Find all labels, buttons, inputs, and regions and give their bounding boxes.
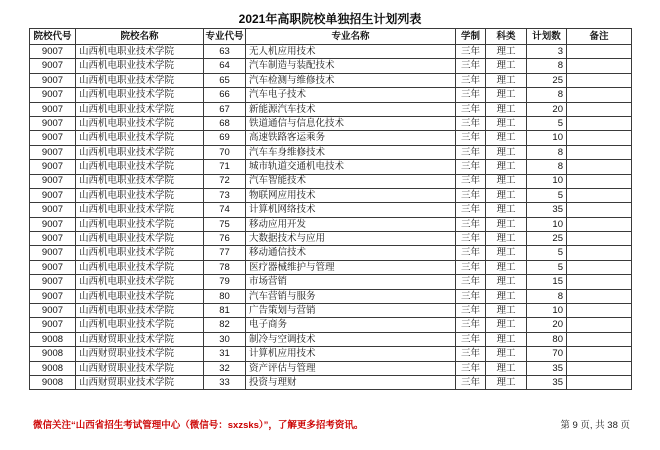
cell-major-code: 33 bbox=[204, 375, 246, 389]
cell-remark bbox=[567, 131, 632, 145]
cell-remark bbox=[567, 275, 632, 289]
cell-college-name: 山西机电职业技术学院 bbox=[76, 160, 204, 174]
cell-remark bbox=[567, 375, 632, 389]
table-row bbox=[30, 88, 632, 102]
cell-college-code: 9007 bbox=[30, 318, 76, 332]
cell-major-code: 69 bbox=[204, 131, 246, 145]
cell-category: 理工 bbox=[486, 232, 527, 246]
cell-remark bbox=[567, 361, 632, 375]
cell-college-code: 9008 bbox=[30, 332, 76, 346]
cell-duration: 三年 bbox=[456, 88, 486, 102]
cell-major-code: 32 bbox=[204, 361, 246, 375]
cell-major-code: 72 bbox=[204, 174, 246, 188]
cell-college-code: 9007 bbox=[30, 304, 76, 318]
cell-plan-count: 25 bbox=[527, 232, 567, 246]
cell-major-code: 75 bbox=[204, 217, 246, 231]
cell-category: 理工 bbox=[486, 145, 527, 159]
cell-college-code: 9007 bbox=[30, 102, 76, 116]
cell-plan-count: 8 bbox=[527, 145, 567, 159]
cell-remark bbox=[567, 174, 632, 188]
cell-major-name: 市场营销 bbox=[246, 275, 456, 289]
cell-college-name: 山西机电职业技术学院 bbox=[76, 318, 204, 332]
cell-plan-count: 10 bbox=[527, 217, 567, 231]
col-header-college-name: 院校名称 bbox=[76, 29, 204, 45]
cell-duration: 三年 bbox=[456, 59, 486, 73]
table-row bbox=[30, 275, 632, 289]
cell-major-code: 74 bbox=[204, 203, 246, 217]
cell-duration: 三年 bbox=[456, 217, 486, 231]
cell-category: 理工 bbox=[486, 203, 527, 217]
cell-major-code: 31 bbox=[204, 347, 246, 361]
cell-major-name: 广告策划与营销 bbox=[246, 304, 456, 318]
cell-category: 理工 bbox=[486, 304, 527, 318]
table-row bbox=[30, 347, 632, 361]
cell-college-code: 9007 bbox=[30, 131, 76, 145]
cell-college-name: 山西机电职业技术学院 bbox=[76, 88, 204, 102]
cell-category: 理工 bbox=[486, 260, 527, 274]
cell-plan-count: 10 bbox=[527, 304, 567, 318]
cell-college-code: 9007 bbox=[30, 217, 76, 231]
cell-college-name: 山西机电职业技术学院 bbox=[76, 131, 204, 145]
table-row bbox=[30, 116, 632, 130]
cell-duration: 三年 bbox=[456, 102, 486, 116]
cell-college-name: 山西财贸职业技术学院 bbox=[76, 332, 204, 346]
cell-duration: 三年 bbox=[456, 116, 486, 130]
cell-major-code: 30 bbox=[204, 332, 246, 346]
table-row bbox=[30, 45, 632, 59]
cell-major-name: 铁道通信与信息化技术 bbox=[246, 116, 456, 130]
cell-category: 理工 bbox=[486, 361, 527, 375]
cell-duration: 三年 bbox=[456, 131, 486, 145]
cell-category: 理工 bbox=[486, 318, 527, 332]
table-row bbox=[30, 203, 632, 217]
cell-major-name: 制冷与空调技术 bbox=[246, 332, 456, 346]
cell-college-code: 9007 bbox=[30, 232, 76, 246]
page-indicator: 第 9 页, 共 38 页 bbox=[560, 420, 630, 431]
cell-duration: 三年 bbox=[456, 174, 486, 188]
cell-major-name: 计算机网络技术 bbox=[246, 203, 456, 217]
cell-major-name: 医疗器械维护与管理 bbox=[246, 260, 456, 274]
enrollment-plan-table bbox=[29, 28, 632, 390]
cell-plan-count: 5 bbox=[527, 116, 567, 130]
cell-duration: 三年 bbox=[456, 160, 486, 174]
cell-major-code: 78 bbox=[204, 260, 246, 274]
cell-college-name: 山西机电职业技术学院 bbox=[76, 289, 204, 303]
table-row bbox=[30, 102, 632, 116]
table-row bbox=[30, 232, 632, 246]
table-body bbox=[30, 45, 632, 390]
cell-major-code: 66 bbox=[204, 88, 246, 102]
cell-category: 理工 bbox=[486, 73, 527, 87]
cell-plan-count: 5 bbox=[527, 260, 567, 274]
cell-category: 理工 bbox=[486, 289, 527, 303]
cell-plan-count: 10 bbox=[527, 131, 567, 145]
cell-major-code: 80 bbox=[204, 289, 246, 303]
cell-category: 理工 bbox=[486, 347, 527, 361]
cell-plan-count: 35 bbox=[527, 203, 567, 217]
cell-major-code: 76 bbox=[204, 232, 246, 246]
cell-college-name: 山西财贸职业技术学院 bbox=[76, 361, 204, 375]
cell-college-code: 9007 bbox=[30, 275, 76, 289]
cell-category: 理工 bbox=[486, 102, 527, 116]
cell-category: 理工 bbox=[486, 217, 527, 231]
cell-college-name: 山西财贸职业技术学院 bbox=[76, 375, 204, 389]
cell-major-name: 高速铁路客运乘务 bbox=[246, 131, 456, 145]
col-header-major-code: 专业代号 bbox=[204, 29, 246, 45]
cell-major-code: 67 bbox=[204, 102, 246, 116]
wechat-notice: 微信关注“山西省招生考试管理中心（微信号：sxzsks）”，了解更多招考资讯。 bbox=[33, 420, 364, 431]
cell-remark bbox=[567, 260, 632, 274]
col-header-plan-count: 计划数 bbox=[527, 29, 567, 45]
cell-college-code: 9007 bbox=[30, 116, 76, 130]
cell-college-code: 9007 bbox=[30, 188, 76, 202]
cell-plan-count: 70 bbox=[527, 347, 567, 361]
cell-remark bbox=[567, 332, 632, 346]
cell-remark bbox=[567, 88, 632, 102]
cell-duration: 三年 bbox=[456, 318, 486, 332]
table-row bbox=[30, 260, 632, 274]
cell-category: 理工 bbox=[486, 116, 527, 130]
page-title: 2021年高职院校单独招生计划列表 bbox=[238, 12, 422, 26]
cell-remark bbox=[567, 304, 632, 318]
cell-duration: 三年 bbox=[456, 275, 486, 289]
cell-category: 理工 bbox=[486, 59, 527, 73]
cell-duration: 三年 bbox=[456, 45, 486, 59]
cell-duration: 三年 bbox=[456, 246, 486, 260]
cell-remark bbox=[567, 347, 632, 361]
col-header-duration: 学制 bbox=[456, 29, 486, 45]
col-header-remark: 备注 bbox=[567, 29, 632, 45]
cell-major-code: 81 bbox=[204, 304, 246, 318]
cell-college-name: 山西机电职业技术学院 bbox=[76, 304, 204, 318]
cell-college-name: 山西机电职业技术学院 bbox=[76, 73, 204, 87]
cell-plan-count: 20 bbox=[527, 102, 567, 116]
cell-college-code: 9007 bbox=[30, 174, 76, 188]
cell-major-code: 63 bbox=[204, 45, 246, 59]
cell-remark bbox=[567, 246, 632, 260]
cell-duration: 三年 bbox=[456, 203, 486, 217]
cell-plan-count: 15 bbox=[527, 275, 567, 289]
table-row bbox=[30, 174, 632, 188]
cell-college-name: 山西机电职业技术学院 bbox=[76, 246, 204, 260]
cell-college-name: 山西机电职业技术学院 bbox=[76, 203, 204, 217]
cell-major-name: 计算机应用技术 bbox=[246, 347, 456, 361]
cell-college-name: 山西机电职业技术学院 bbox=[76, 188, 204, 202]
cell-college-code: 9007 bbox=[30, 289, 76, 303]
table-row bbox=[30, 304, 632, 318]
cell-plan-count: 8 bbox=[527, 59, 567, 73]
cell-college-name: 山西机电职业技术学院 bbox=[76, 174, 204, 188]
cell-major-name: 投资与理财 bbox=[246, 375, 456, 389]
cell-college-name: 山西机电职业技术学院 bbox=[76, 232, 204, 246]
cell-college-code: 9008 bbox=[30, 375, 76, 389]
cell-category: 理工 bbox=[486, 375, 527, 389]
cell-duration: 三年 bbox=[456, 347, 486, 361]
cell-major-name: 移动通信技术 bbox=[246, 246, 456, 260]
cell-college-code: 9007 bbox=[30, 45, 76, 59]
cell-college-code: 9007 bbox=[30, 145, 76, 159]
table-row bbox=[30, 361, 632, 375]
cell-major-name: 资产评估与管理 bbox=[246, 361, 456, 375]
table-row bbox=[30, 318, 632, 332]
cell-plan-count: 8 bbox=[527, 289, 567, 303]
table-row bbox=[30, 59, 632, 73]
cell-plan-count: 35 bbox=[527, 375, 567, 389]
cell-college-name: 山西机电职业技术学院 bbox=[76, 260, 204, 274]
cell-duration: 三年 bbox=[456, 145, 486, 159]
table-row bbox=[30, 246, 632, 260]
cell-major-name: 汽车车身维修技术 bbox=[246, 145, 456, 159]
cell-college-code: 9007 bbox=[30, 73, 76, 87]
cell-college-name: 山西机电职业技术学院 bbox=[76, 102, 204, 116]
cell-college-name: 山西机电职业技术学院 bbox=[76, 45, 204, 59]
cell-major-name: 城市轨道交通机电技术 bbox=[246, 160, 456, 174]
cell-college-name: 山西机电职业技术学院 bbox=[76, 59, 204, 73]
cell-major-name: 汽车检测与维修技术 bbox=[246, 73, 456, 87]
table-row bbox=[30, 73, 632, 87]
cell-duration: 三年 bbox=[456, 188, 486, 202]
table-row bbox=[30, 375, 632, 389]
cell-remark bbox=[567, 145, 632, 159]
cell-college-name: 山西财贸职业技术学院 bbox=[76, 347, 204, 361]
table-row bbox=[30, 289, 632, 303]
cell-major-code: 68 bbox=[204, 116, 246, 130]
cell-plan-count: 20 bbox=[527, 318, 567, 332]
cell-duration: 三年 bbox=[456, 260, 486, 274]
cell-college-code: 9008 bbox=[30, 347, 76, 361]
cell-category: 理工 bbox=[486, 45, 527, 59]
cell-duration: 三年 bbox=[456, 332, 486, 346]
cell-major-code: 79 bbox=[204, 275, 246, 289]
cell-duration: 三年 bbox=[456, 304, 486, 318]
cell-major-code: 70 bbox=[204, 145, 246, 159]
table-row bbox=[30, 332, 632, 346]
cell-major-name: 汽车智能技术 bbox=[246, 174, 456, 188]
cell-remark bbox=[567, 73, 632, 87]
cell-category: 理工 bbox=[486, 275, 527, 289]
cell-duration: 三年 bbox=[456, 361, 486, 375]
cell-duration: 三年 bbox=[456, 375, 486, 389]
cell-plan-count: 25 bbox=[527, 73, 567, 87]
table-row bbox=[30, 131, 632, 145]
cell-major-code: 65 bbox=[204, 73, 246, 87]
table-row bbox=[30, 188, 632, 202]
cell-category: 理工 bbox=[486, 131, 527, 145]
cell-duration: 三年 bbox=[456, 73, 486, 87]
cell-duration: 三年 bbox=[456, 232, 486, 246]
cell-remark bbox=[567, 232, 632, 246]
cell-category: 理工 bbox=[486, 88, 527, 102]
cell-plan-count: 8 bbox=[527, 160, 567, 174]
cell-college-name: 山西机电职业技术学院 bbox=[76, 275, 204, 289]
table-row bbox=[30, 217, 632, 231]
table-row bbox=[30, 160, 632, 174]
cell-major-name: 汽车制造与装配技术 bbox=[246, 59, 456, 73]
table-header-row bbox=[30, 29, 632, 45]
cell-college-name: 山西机电职业技术学院 bbox=[76, 145, 204, 159]
cell-remark bbox=[567, 116, 632, 130]
cell-college-code: 9008 bbox=[30, 361, 76, 375]
cell-college-code: 9007 bbox=[30, 160, 76, 174]
col-header-major-name: 专业名称 bbox=[246, 29, 456, 45]
cell-plan-count: 80 bbox=[527, 332, 567, 346]
cell-major-name: 电子商务 bbox=[246, 318, 456, 332]
cell-category: 理工 bbox=[486, 246, 527, 260]
page-footer bbox=[0, 417, 660, 431]
cell-remark bbox=[567, 318, 632, 332]
cell-major-code: 71 bbox=[204, 160, 246, 174]
cell-duration: 三年 bbox=[456, 289, 486, 303]
cell-college-name: 山西机电职业技术学院 bbox=[76, 116, 204, 130]
cell-major-name: 无人机应用技术 bbox=[246, 45, 456, 59]
col-header-college-code: 院校代号 bbox=[30, 29, 76, 45]
col-header-category: 科类 bbox=[486, 29, 527, 45]
cell-remark bbox=[567, 45, 632, 59]
cell-major-name: 汽车电子技术 bbox=[246, 88, 456, 102]
cell-remark bbox=[567, 203, 632, 217]
cell-college-code: 9007 bbox=[30, 246, 76, 260]
cell-college-code: 9007 bbox=[30, 203, 76, 217]
cell-plan-count: 3 bbox=[527, 45, 567, 59]
cell-category: 理工 bbox=[486, 160, 527, 174]
cell-remark bbox=[567, 188, 632, 202]
cell-major-code: 77 bbox=[204, 246, 246, 260]
cell-remark bbox=[567, 217, 632, 231]
cell-remark bbox=[567, 289, 632, 303]
cell-major-code: 73 bbox=[204, 188, 246, 202]
cell-college-code: 9007 bbox=[30, 260, 76, 274]
cell-plan-count: 5 bbox=[527, 188, 567, 202]
cell-major-name: 大数据技术与应用 bbox=[246, 232, 456, 246]
cell-major-name: 新能源汽车技术 bbox=[246, 102, 456, 116]
cell-major-name: 汽车营销与服务 bbox=[246, 289, 456, 303]
cell-plan-count: 8 bbox=[527, 88, 567, 102]
cell-major-code: 64 bbox=[204, 59, 246, 73]
cell-category: 理工 bbox=[486, 188, 527, 202]
cell-major-name: 物联网应用技术 bbox=[246, 188, 456, 202]
cell-college-code: 9007 bbox=[30, 88, 76, 102]
cell-plan-count: 10 bbox=[527, 174, 567, 188]
cell-remark bbox=[567, 160, 632, 174]
cell-major-name: 移动应用开发 bbox=[246, 217, 456, 231]
cell-college-name: 山西机电职业技术学院 bbox=[76, 217, 204, 231]
table-row bbox=[30, 145, 632, 159]
cell-plan-count: 5 bbox=[527, 246, 567, 260]
cell-college-code: 9007 bbox=[30, 59, 76, 73]
cell-major-code: 82 bbox=[204, 318, 246, 332]
cell-category: 理工 bbox=[486, 332, 527, 346]
cell-plan-count: 35 bbox=[527, 361, 567, 375]
cell-remark bbox=[567, 59, 632, 73]
cell-category: 理工 bbox=[486, 174, 527, 188]
cell-remark bbox=[567, 102, 632, 116]
